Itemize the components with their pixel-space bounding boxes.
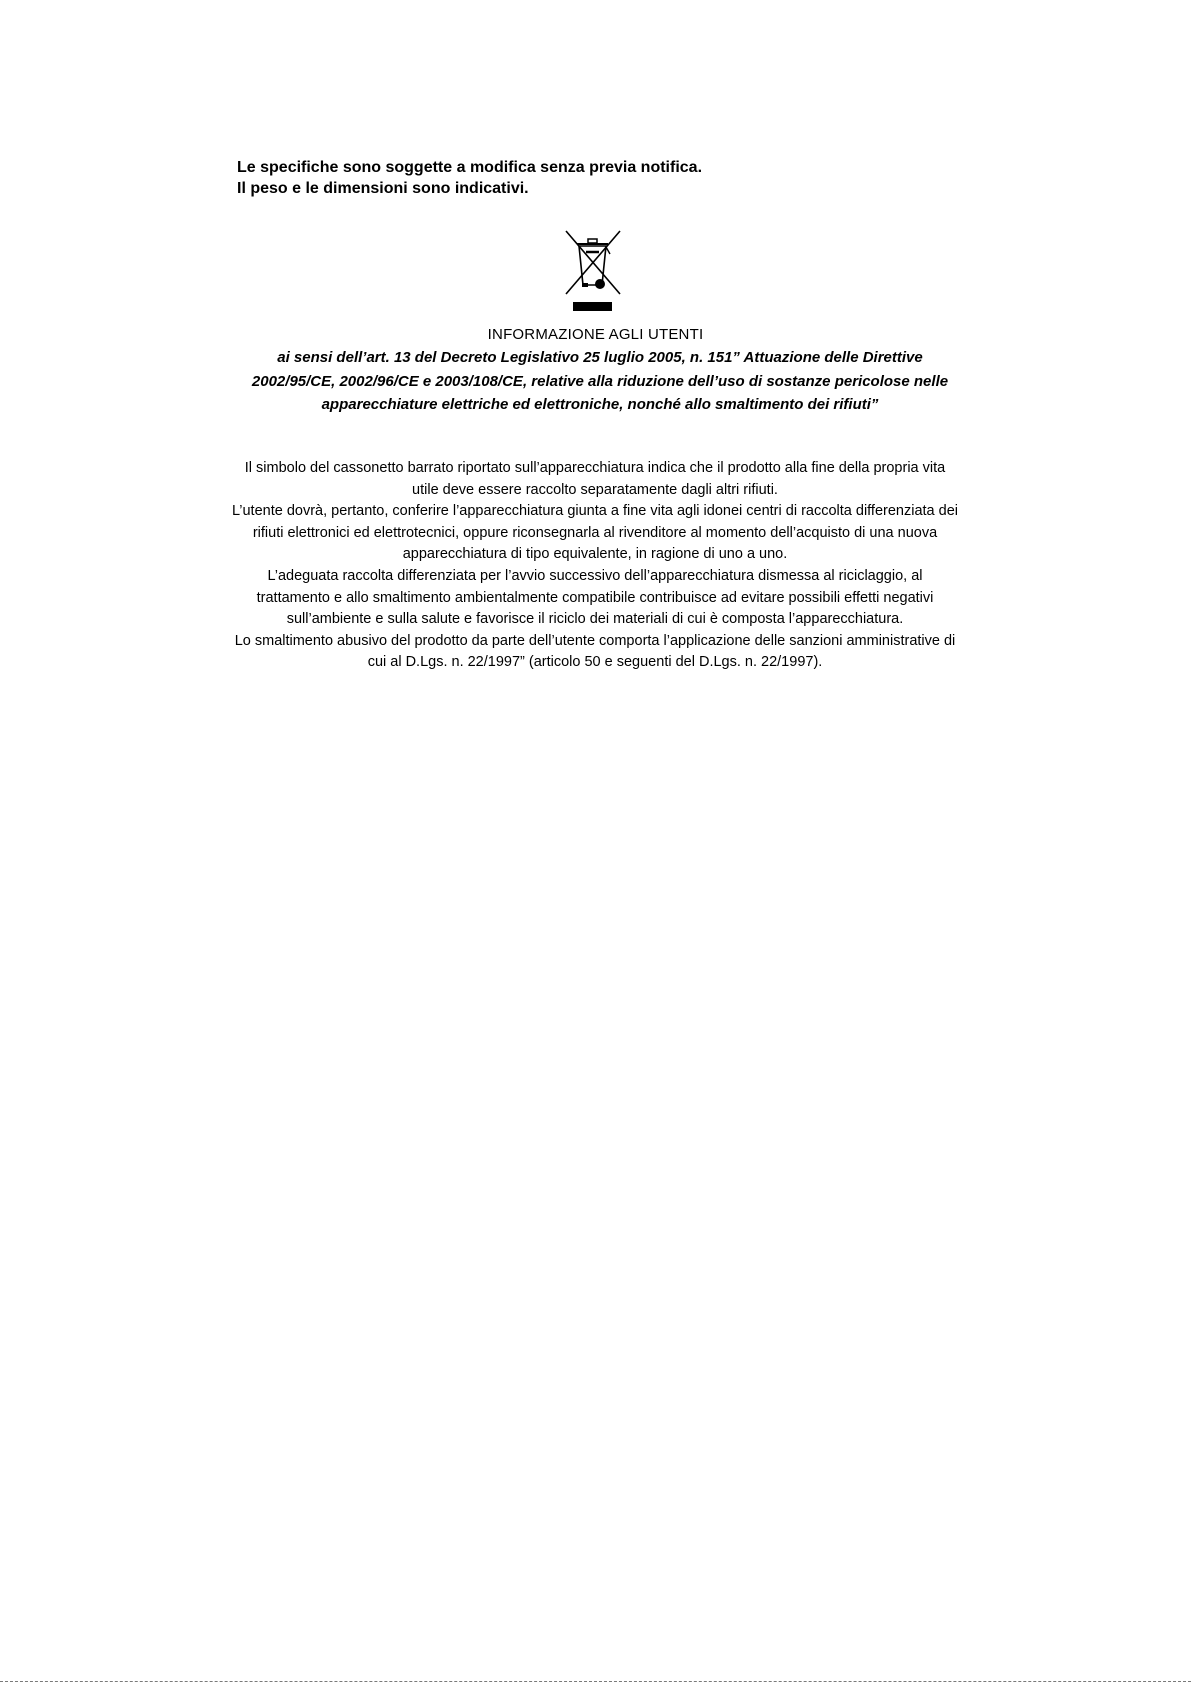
crossed-out-wheelie-bin-icon — [560, 228, 625, 312]
page-bottom-border — [0, 1681, 1191, 1682]
notice-line-specifications: Le specifiche sono soggette a modifica senza previa notifica. — [237, 159, 703, 176]
paragraph-symbol-meaning: Il simbolo del cassonetto barrato riportato sull’apparecchiatura indica che il prodotto alla fine della propria vita utile deve essere raccolto separatamente dagli altri rifiuti. — [244, 460, 946, 498]
paragraph-user-obligation: L’utente dovrà, pertanto, conferire l’apparecchiatura giunta a fine vita agli idonei centri di raccolta differenziata dei rifiuti elettronici ed elettrotecnici, oppure riconsegnarla al rivenditore al momento dell’acquisto di una nuova apparecchiatura di tipo equivalente, in ragione di uno a uno. — [232, 503, 958, 563]
disposal-information-body — [230, 458, 960, 674]
specifications-notice — [237, 157, 702, 199]
paragraph-sanctions: Lo smaltimento abusivo del prodotto da parte dell’utente comporta l’applicazione delle sanzioni amministrative di cui al D.Lgs. n. 22/1997” (articolo 50 e seguenti del D.Lgs. n. 22/1997). — [234, 632, 956, 671]
legal-reference-text: ai sensi dell’art. 13 del Decreto Legislativo 25 luglio 2005, n. 151” Attuazione delle Direttive 2002/95/CE, 2002/96/CE e 2003/108/CE, relative alla riduzione dell’uso di sostanze pericolose nelle apparecchiature elettriche ed elettroniche, nonché allo smaltimento dei rifiuti” — [251, 349, 949, 413]
paragraph-recycling-benefits: L’adeguata raccolta differenziata per l’avvio successivo dell’apparecchiatura dismessa al riciclaggio, al trattamento e allo smaltimento ambientalmente compatibile contribuisce ad evitare possibili effetti negativi sull’ambiente e sulla salute e favorisce il riciclo dei materiali di cui è composta l’apparecchiatura. — [256, 567, 934, 628]
notice-line-weight-dimensions: Il peso e le dimensioni sono indicativi. — [237, 180, 529, 197]
users-information-title: INFORMAZIONE AGLI UTENTI — [487, 326, 704, 343]
